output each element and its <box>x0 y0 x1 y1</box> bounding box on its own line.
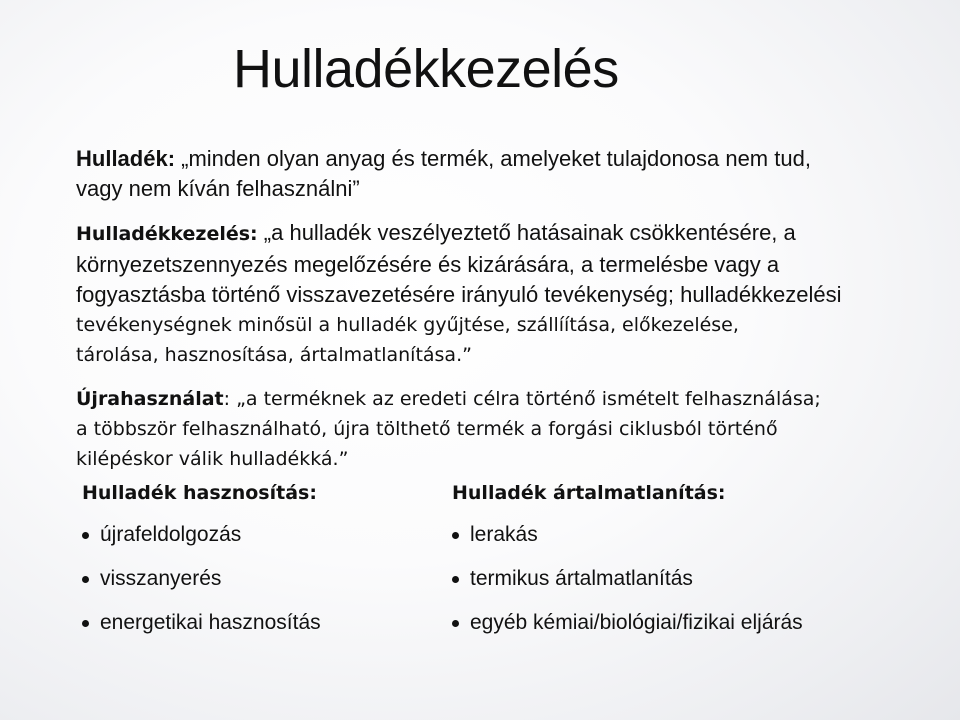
definition-text: : „a terméknek az eredeti célra történő ismételt felhasználása; <box>223 388 821 410</box>
column-heading: Hulladék hasznosítás: <box>82 482 317 504</box>
list-item <box>452 564 803 594</box>
list-item <box>452 608 803 638</box>
definition-term: Hulladékkezelés: <box>76 223 258 245</box>
definition-text: „minden olyan anyag és termék, amelyeket tulajdonosa nem tud, <box>175 146 811 171</box>
list-item-label: egyéb kémiai/biológiai/fizikai eljárás <box>470 611 803 634</box>
definition-text: tevékenységnek minősül a hulladék gyűjtése, szállíítása, előkezelése, <box>76 314 739 336</box>
definition-text: környezetszennyezés megelőzésére és kizárására, a termelésbe vagy a <box>76 252 780 277</box>
bullet-list <box>452 520 803 638</box>
column-heading: Hulladék ártalmatlanítás: <box>452 482 726 504</box>
definition-line <box>76 384 936 414</box>
column-hasznositas <box>82 478 321 652</box>
list-item-label: energetikai hasznosítás <box>100 611 321 634</box>
definition-text: vagy nem kíván felhasználni” <box>76 176 360 201</box>
definition-term: Újrahasználat <box>76 388 224 410</box>
list-item-label: visszanyerés <box>100 567 222 590</box>
bullet-list <box>82 520 321 638</box>
bullet-icon <box>82 576 89 583</box>
definition-line <box>76 144 936 174</box>
list-item-label: termikus ártalmatlanítás <box>470 567 693 590</box>
list-item-label: lerakás <box>470 523 538 546</box>
list-item <box>82 608 321 638</box>
definition-hulladekkezeles <box>76 218 936 370</box>
list-item <box>82 564 321 594</box>
column-artalmatlanitas <box>452 478 803 652</box>
definition-text: kilépéskor válik hulladékká.” <box>76 448 349 470</box>
definition-text: a többször felhasználható, újra tölthető termék a forgási ciklusból történő <box>76 418 778 440</box>
bullet-icon <box>452 576 459 583</box>
bullet-icon <box>82 620 89 627</box>
list-item <box>452 520 803 550</box>
definitions <box>76 144 936 474</box>
bullet-icon <box>82 532 89 539</box>
definition-ujrahasznalat <box>76 384 936 474</box>
page-title: Hulladékkezelés <box>233 39 619 99</box>
definition-line <box>76 218 936 250</box>
list-item <box>82 520 321 550</box>
bullet-icon <box>452 532 459 539</box>
bullet-icon <box>452 620 459 627</box>
definition-text: tárolása, hasznosítása, ártalmatlanítása.” <box>76 344 472 366</box>
list-item-label: újrafeldolgozás <box>100 523 242 546</box>
definition-hulladek <box>76 144 936 204</box>
definition-text: „a hulladék veszélyeztető hatásainak csökkentésére, a <box>257 220 796 245</box>
definition-text: fogyasztásba történő visszavezetésére irányuló tevékenység; hulladékkezelési <box>76 282 842 307</box>
definition-term: Hulladék: <box>76 146 176 171</box>
